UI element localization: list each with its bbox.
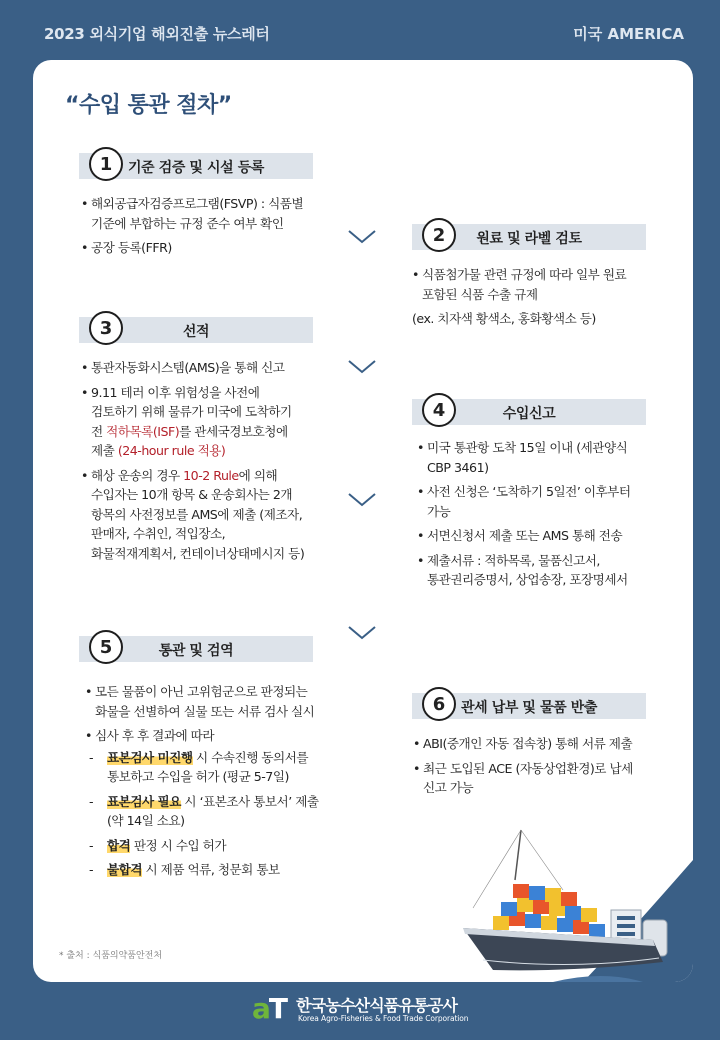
section-label: 관세 납부 및 물품 반출 xyxy=(460,700,597,716)
step-number: 3 xyxy=(89,311,123,345)
section-4-header xyxy=(412,399,646,425)
list-item: • 9.11 테러 이후 위험성을 사전에 검토하기 위해 물류가 미국에 도착하기 전 적하목록(ISF)를 관세국경보호청에 제출 (24-hour rule 적용) xyxy=(81,383,346,461)
content-card xyxy=(33,60,693,982)
section-6-list xyxy=(413,734,678,803)
list-item: - 합격 판정 시 수입 허가 xyxy=(85,836,355,856)
at-logo-mark: aT xyxy=(252,992,287,1025)
chevron-down-icon xyxy=(348,493,376,507)
list-item: - 표본검사 필요 시 ‘표본조사 통보서’ 제출 (약 14일 소요) xyxy=(85,792,355,831)
section-4-list xyxy=(417,438,677,595)
source-note: * 출처 : 식품의약품안전처 xyxy=(59,951,163,961)
section-1-list xyxy=(81,194,331,263)
list-item: • 미국 통관항 도착 15일 이내 (세관양식 CBP 3461) xyxy=(417,438,677,477)
step-number: 5 xyxy=(89,630,123,664)
step-number: 1 xyxy=(89,147,123,181)
chevron-down-icon xyxy=(348,230,376,244)
list-item: • 심사 후 후 결과에 따라 xyxy=(85,726,355,746)
org-name-english: Korea Agro-Fisheries & Food Trade Corporation xyxy=(298,1014,469,1023)
list-item: - 표본검사 미진행 시 수속진행 동의서를 통보하고 수입을 허가 (평균 5-7일) xyxy=(85,748,355,787)
chevron-down-icon xyxy=(348,626,376,640)
step-number: 4 xyxy=(422,393,456,427)
kati-logo xyxy=(252,992,472,1028)
container-ship-illustration xyxy=(453,820,693,982)
list-item: - 불합격 시 제품 억류, 청문회 통보 xyxy=(85,860,355,880)
example-note: (ex. 치자색 황색소, 홍화황색소 등) xyxy=(412,311,596,326)
list-item: • 최근 도입된 ACE (자동상업환경)로 납세 신고 가능 xyxy=(413,759,678,798)
step-number: 2 xyxy=(422,218,456,252)
newsletter-title: 2023 외식기업 해외진출 뉴스레터 xyxy=(44,25,270,43)
list-item: • 모든 물품이 아닌 고위험군으로 판정되는 화물을 선별하여 실물 또는 서류 검사 실시 xyxy=(85,682,355,721)
list-item: • 해외공급자검증프로그램(FSVP) : 식품별 기준에 부합하는 규정 준수 여부 확인 xyxy=(81,194,331,233)
section-3-header xyxy=(79,317,313,343)
region-label: 미국 AMERICA xyxy=(573,25,684,43)
section-label: 수입신고 xyxy=(502,406,556,422)
org-name-korean: 한국농수산식품유통공사 xyxy=(296,996,458,1015)
list-item: • 사전 신청은 ‘도착하기 5일전’ 이후부터 가능 xyxy=(417,482,677,521)
list-item: • 제출서류 : 적하목록, 물품신고서, 통관권리증명서, 상업송장, 포장명세서 xyxy=(417,551,677,590)
step-number: 6 xyxy=(422,687,456,721)
section-label: 원료 및 라벨 검토 xyxy=(476,231,582,247)
section-1-header xyxy=(79,153,313,179)
list-item: • 통관자동화시스템(AMS)을 통해 신고 xyxy=(81,358,346,378)
section-label: 선적 xyxy=(182,324,210,340)
list-item: • 공장 등록(FFR) xyxy=(81,238,331,258)
list-item: • ABI(중개인 자동 접속창) 통해 서류 제출 xyxy=(413,734,678,754)
section-2-list xyxy=(412,265,672,333)
section-6-header xyxy=(412,693,646,719)
section-5-list xyxy=(85,682,355,885)
page-title: “수입 통관 절차” xyxy=(65,93,232,118)
list-item: • 해상 운송의 경우 10-2 Rule에 의해 수입자는 10개 항목 & 운송회사는 2개 항목의 사전정보를 AMS에 제출 (제조자, 판매자, 수취인, 적입장소, 화물적재계획서, 컨테이너상태메시지 등) xyxy=(81,466,346,564)
section-5-header xyxy=(79,636,313,662)
section-2-header xyxy=(412,224,646,250)
section-3-list xyxy=(81,358,346,568)
section-label: 통관 및 검역 xyxy=(158,643,234,659)
section-label: 기준 검증 및 시설 등록 xyxy=(127,160,264,176)
chevron-down-icon xyxy=(348,360,376,374)
list-item: • 서면신청서 제출 또는 AMS 통해 전송 xyxy=(417,526,677,546)
list-item: • 식품첨가물 관련 규정에 따라 일부 원료 포함된 식품 수출 규제 xyxy=(412,265,672,304)
